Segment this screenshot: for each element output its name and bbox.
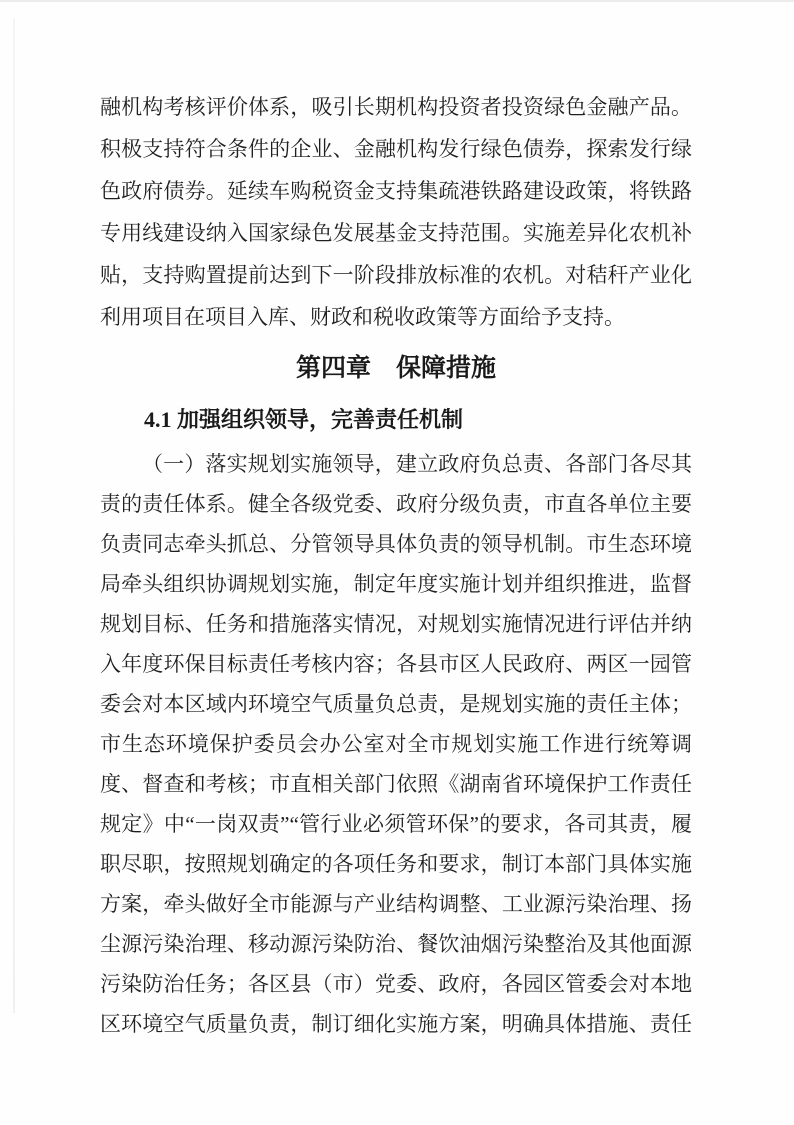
text-line: 融机构考核评价体系，吸引长期机构投资者投资绿色金融产品。: [100, 95, 692, 119]
text-line: 入年度环保目标责任考核内容；各县市区人民政府、两区一园管: [100, 652, 692, 676]
page-content: [100, 86, 692, 1044]
section-heading: 4.1 加强组织领导，完善责任机制: [144, 407, 464, 432]
text-line: 利用项目在项目入库、财政和税收政策等方面给予支持。: [100, 305, 625, 329]
text-line: 专用线建设纳入国家绿色发展基金支持范围。实施差异化农机补: [100, 221, 692, 245]
text-line: 度、督查和考核；市直相关部门依照《湖南省环境保护工作责任: [100, 772, 692, 796]
chapter-heading: 第四章 保障措施: [295, 354, 496, 382]
text-line: 局牵头组织协调规划实施，制定年度实施计划并组织推进，监督: [100, 572, 692, 596]
text-line: 贴，支持购置提前达到下一阶段排放标准的农机。对秸秆产业化: [100, 263, 692, 287]
text-line: （一）落实规划实施领导，建立政府负总责、各部门各尽其: [142, 452, 692, 476]
text-line: 方案，牵头做好全市能源与产业结构调整、工业源污染治理、扬: [100, 892, 692, 916]
text-line: 责的责任体系。健全各级党委、政府分级负责，市直各单位主要: [100, 492, 692, 516]
scan-artifact-left-line: [13, 18, 15, 1013]
text-line: 委会对本区域内环境空气质量负总责，是规划实施的责任主体；: [100, 692, 692, 716]
text-line: 规划目标、任务和措施落实情况，对规划实施情况进行评估并纳: [100, 612, 692, 636]
scan-artifact-top-edge: [0, 0, 794, 2]
text-line: 规定》中“一岗双责”“管行业必须管环保”的要求，各司其责，履: [100, 812, 692, 836]
text-line: 污染防治任务；各区县（市）党委、政府，各园区管委会对本地: [100, 972, 692, 996]
text-line: 区环境空气质量负责，制订细化实施方案，明确具体措施、责任: [100, 1012, 692, 1036]
text-line: 市生态环境保护委员会办公室对全市规划实施工作进行统筹调: [100, 732, 692, 756]
text-line: 尘源污染治理、移动源污染防治、餐饮油烟污染整治及其他面源: [100, 932, 692, 956]
text-line: 职尽职，按照规划确定的各项任务和要求，制订本部门具体实施: [100, 852, 692, 876]
text-line: 负责同志牵头抓总、分管领导具体负责的领导机制。市生态环境: [100, 532, 692, 556]
text-line: 积极支持符合条件的企业、金融机构发行绿色债券，探索发行绿: [100, 137, 692, 161]
body-paragraph: [100, 444, 692, 1044]
continuation-paragraph: [100, 86, 692, 338]
text-line: 色政府债券。延续车购税资金支持集疏港铁路建设政策，将铁路: [100, 179, 692, 203]
